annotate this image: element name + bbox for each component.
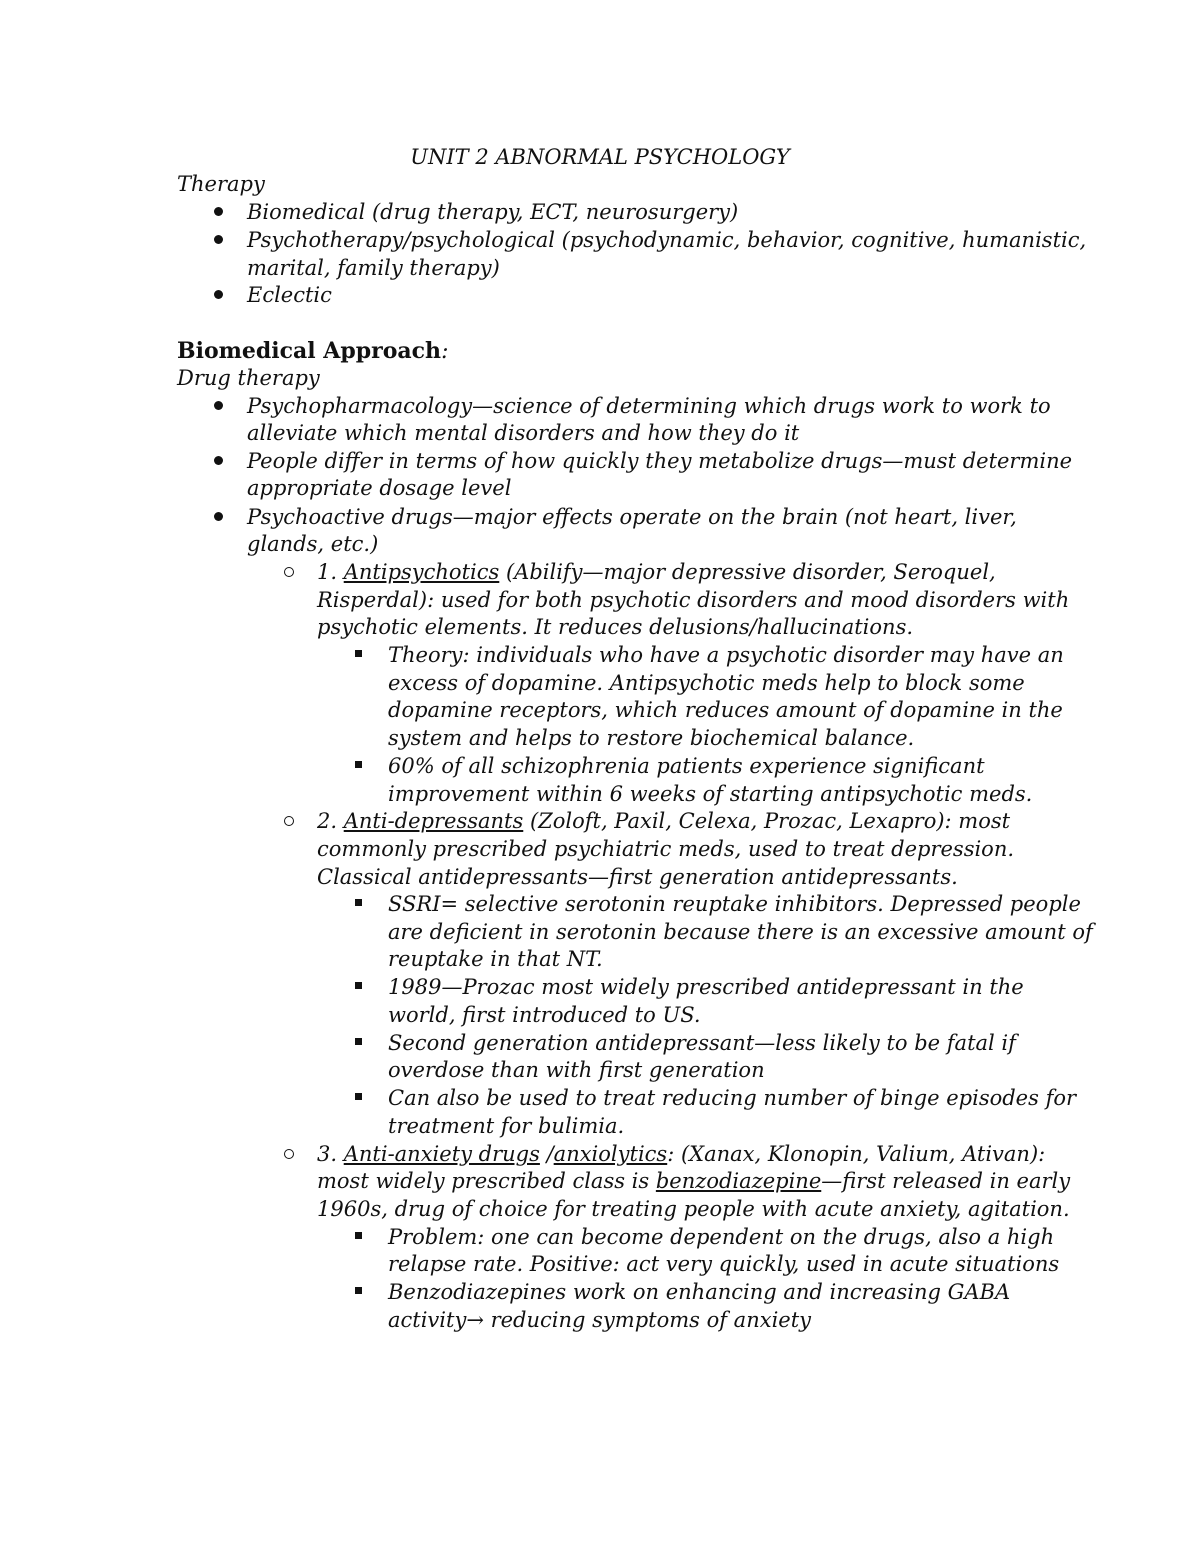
list-item: Psychopharmacology—science of determining which drugs work to work to [247, 394, 1051, 418]
circle-bullet-icon [284, 816, 294, 826]
sub-item-cont: relapse rate. Positive: act very quickly, used in acute situations [388, 1252, 1060, 1276]
list-item-cont: alleviate which mental disorders and how they do it [247, 421, 800, 445]
list-item: People differ in terms of how quickly they metabolize drugs—must determine [247, 449, 1073, 473]
circle-bullet-icon [284, 1149, 294, 1159]
drug-class-name-alt: anxiolytics [553, 1142, 668, 1166]
section-heading [177, 336, 448, 367]
sub-item: 60% of all schizophrenia patients experience significant [388, 754, 985, 778]
sub-item-cont: world, first introduced to US. [388, 1003, 701, 1027]
sub-item: 1989—Prozac most widely prescribed antidepressant in the [388, 975, 1024, 999]
square-bullet-icon [355, 1287, 362, 1294]
antidepressants-line-2: commonly prescribed psychiatric meds, used to treat depression. [317, 837, 1015, 861]
antianxiety-line-2 [317, 1167, 1070, 1195]
section-heading-colon: : [441, 339, 449, 364]
list-item-cont: appropriate dosage level [247, 476, 512, 500]
item-text: most widely prescribed class is [317, 1169, 656, 1193]
square-bullet-icon [355, 650, 362, 657]
square-bullet-icon [355, 1093, 362, 1100]
item-text: (Abilify—major depressive disorder, Seroquel, [499, 560, 996, 584]
therapy-item-biomedical: Biomedical (drug therapy, ECT, neurosurgery) [247, 200, 739, 224]
item-number: 2. [317, 809, 344, 833]
therapy-item-psychotherapy: Psychotherapy/psychological (psychodynamic, behavior, cognitive, humanistic, [247, 228, 1087, 252]
antianxiety-line-3: 1960s, drug of choice for treating people with acute anxiety, agitation. [317, 1197, 1070, 1221]
item-text: (Zoloft, Paxil, Celexa, Prozac, Lexapro): most [523, 809, 1011, 833]
sub-item: Theory: individuals who have a psychotic disorder may have an [388, 643, 1064, 667]
therapy-label: Therapy [177, 172, 265, 196]
antianxiety-line-1 [317, 1140, 1045, 1168]
drug-class-name: Anti-anxiety drugs [343, 1142, 540, 1166]
therapy-item-eclectic: Eclectic [247, 283, 332, 307]
square-bullet-icon [355, 899, 362, 906]
item-separator: / [539, 1142, 554, 1166]
square-bullet-icon [355, 761, 362, 768]
circle-bullet-icon [284, 567, 294, 577]
sub-item-cont: improvement within 6 weeks of starting antipsychotic meds. [388, 782, 1033, 806]
bullet-icon [214, 512, 223, 521]
item-text: : (Xanax, Klonopin, Valium, Ativan): [667, 1142, 1046, 1166]
drug-therapy-label: Drug therapy [177, 366, 320, 390]
sub-item-cont: activity→ reducing symptoms of anxiety [388, 1308, 812, 1332]
sub-item-cont: overdose than with first generation [388, 1058, 765, 1082]
therapy-item-psychotherapy-cont: marital, family therapy) [247, 256, 500, 280]
square-bullet-icon [355, 1232, 362, 1239]
item-text: —first released in early [821, 1169, 1071, 1193]
list-item: Psychoactive drugs—major effects operate on the brain (not heart, liver, [247, 505, 1017, 529]
antipsychotics-line-1 [317, 558, 996, 586]
bullet-icon [214, 235, 223, 244]
sub-item-cont: are deficient in serotonin because there is an excessive amount of [388, 920, 1093, 944]
sub-item-cont: treatment for bulimia. [388, 1114, 625, 1138]
antipsychotics-line-2: Risperdal): used for both psychotic disorders and mood disorders with [317, 588, 1070, 612]
drug-class-name: Anti-depressants [343, 809, 524, 833]
square-bullet-icon [355, 982, 362, 989]
square-bullet-icon [355, 1038, 362, 1045]
sub-item-cont: dopamine receptors, which reduces amount of dopamine in the [388, 698, 1063, 722]
sub-item-cont: reuptake in that NT. [388, 947, 603, 971]
sub-item-cont: system and helps to restore biochemical balance. [388, 726, 915, 750]
bullet-icon [214, 401, 223, 410]
item-number: 3. [317, 1142, 344, 1166]
bullet-icon [214, 207, 223, 216]
drug-term: benzodiazepine [655, 1169, 822, 1193]
bullet-icon [214, 290, 223, 299]
antidepressants-line-1 [317, 807, 1010, 835]
document-title: UNIT 2 ABNORMAL PSYCHOLOGY [410, 145, 790, 169]
item-number: 1. [317, 560, 344, 584]
sub-item: Problem: one can become dependent on the drugs, also a high [388, 1225, 1055, 1249]
antipsychotics-line-3: psychotic elements. It reduces delusions/hallucinations. [317, 615, 914, 639]
bullet-icon [214, 456, 223, 465]
sub-item: Benzodiazepines work on enhancing and increasing GABA [388, 1280, 1011, 1304]
sub-item: SSRI= selective serotonin reuptake inhibitors. Depressed people [388, 892, 1081, 916]
list-item-cont: glands, etc.) [247, 532, 379, 556]
sub-item-cont: excess of dopamine. Antipsychotic meds help to block some [388, 671, 1025, 695]
section-heading-text: Biomedical Approach [177, 338, 442, 364]
sub-item: Second generation antidepressant—less likely to be fatal if [388, 1031, 1016, 1055]
drug-class-name: Antipsychotics [343, 560, 500, 584]
antidepressants-line-3: Classical antidepressants—first generation antidepressants. [317, 865, 958, 889]
sub-item: Can also be used to treat reducing number of binge episodes for [388, 1086, 1077, 1110]
